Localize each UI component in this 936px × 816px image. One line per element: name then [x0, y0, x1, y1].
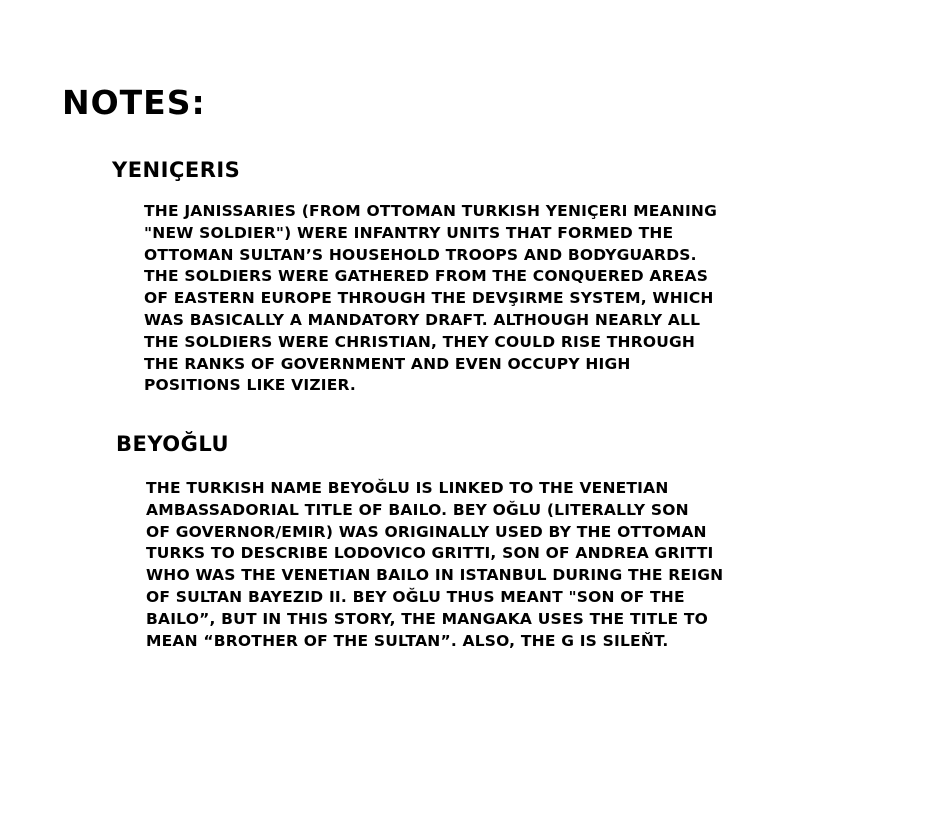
body-line: OTTOMAN SULTAN’S HOUSEHOLD TROOPS AND BODYGUARDS. — [144, 245, 697, 264]
body-line: OF SULTAN BAYEZID II. BEY OĞLU THUS MEANT "SON OF THE — [146, 587, 685, 606]
body-line: WHO WAS THE VENETIAN BAILO IN ISTANBUL DURING THE REIGN — [146, 566, 724, 585]
section-body-yeniceris — [144, 201, 717, 397]
body-line: MEAN “BROTHER OF THE SULTAN”. ALSO, THE G IS SILEŇT. — [146, 631, 669, 650]
body-line: OF EASTERN EUROPE THROUGH THE DEVŞIRME SYSTEM, WHICH — [144, 289, 714, 308]
body-line: THE SOLDIERS WERE CHRISTIAN, THEY COULD RISE THROUGH — [144, 332, 696, 351]
body-line: THE JANISSARIES (FROM OTTOMAN TURKISH YENIÇERI MEANING — [144, 202, 718, 220]
body-line: BAILO”, BUT IN THIS STORY, THE MANGAKA USES THE TITLE TO — [146, 609, 709, 628]
body-line: TURKS TO DESCRIBE LODOVICO GRITTI, SON OF ANDREA GRITTI — [146, 544, 714, 563]
body-line: OF GOVERNOR/EMIR) WAS ORIGINALLY USED BY THE OTTOMAN — [146, 522, 707, 541]
page-title: NOTES: — [62, 83, 206, 122]
body-line: THE RANKS OF GOVERNMENT AND EVEN OCCUPY HIGH — [144, 354, 631, 373]
body-line: THE SOLDIERS WERE GATHERED FROM THE CONQUERED AREAS — [144, 267, 709, 286]
body-line: AMBASSADORIAL TITLE OF BAILO. BEY OĞLU (LITERALLY SON — [146, 500, 689, 519]
section-heading-beyoglu: BEYOĞLU — [116, 432, 230, 456]
body-line: "NEW SOLDIER") WERE INFANTRY UNITS THAT FORMED THE — [144, 223, 674, 242]
body-line: THE TURKISH NAME BEYOĞLU IS LINKED TO THE VENETIAN — [146, 479, 669, 497]
section-body-beyoglu — [146, 478, 723, 652]
body-line: POSITIONS LIKE VIZIER. — [144, 376, 357, 395]
section-heading-yeniceris: YENIÇERIS — [112, 158, 241, 182]
body-line: WAS BASICALLY A MANDATORY DRAFT. ALTHOUGH NEARLY ALL — [144, 310, 701, 329]
